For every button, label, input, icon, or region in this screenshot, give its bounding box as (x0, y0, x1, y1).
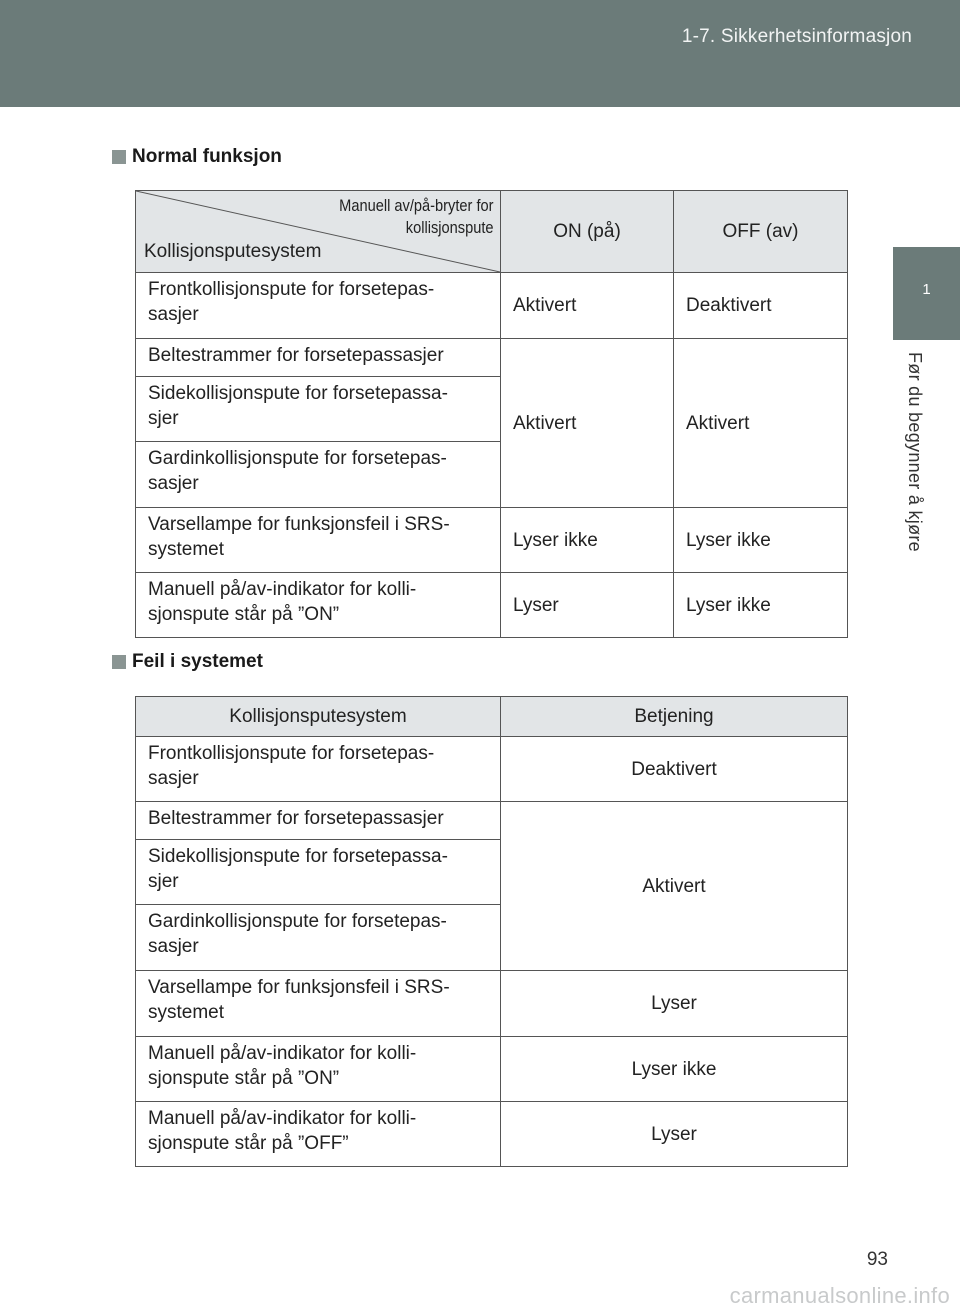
label-line: Frontkollisjonspute for forsetepas- (148, 279, 435, 300)
row-label (136, 1102, 501, 1167)
table-row (136, 971, 848, 1037)
page-number: 93 (866, 1249, 888, 1270)
row-label (136, 377, 501, 442)
table-row (136, 273, 848, 339)
section-title: 1-7. Sikkerhetsinformasjon (681, 26, 912, 47)
cell-on: Lyser ikke (501, 508, 674, 573)
cell-off: Deaktivert (674, 273, 848, 339)
chapter-tab (893, 247, 960, 340)
column-header-off: OFF (av) (674, 191, 848, 273)
bullet-square-icon (112, 655, 126, 669)
label-line: Manuell på/av-indikator for kolli- (148, 579, 417, 600)
column-header-on: ON (på) (501, 191, 674, 273)
table-header-row (136, 697, 848, 737)
heading-text: Normal funksjon (132, 146, 282, 167)
row-label (136, 802, 501, 840)
cell-operation: Lyser (501, 1102, 848, 1167)
label-line: Sidekollisjonspute for forsetepassa- (148, 846, 448, 867)
label-line: Varsellampe for funksjonsfeil i SRS- (148, 977, 450, 998)
cell-on-merged: Aktivert (501, 339, 674, 508)
normal-function-table (135, 190, 848, 638)
table-row (136, 339, 848, 377)
label-line: Manuell på/av-indikator for kolli- (148, 1108, 417, 1129)
label-line: Sidekollisjonspute for forsetepassa- (148, 383, 448, 404)
chapter-title: Før du begynner å kjøre (905, 352, 925, 552)
table-header-row (136, 191, 848, 273)
corner-top-line1: Manuell av/på-bryter for (339, 196, 494, 215)
table-row (136, 1102, 848, 1167)
row-label (136, 905, 501, 971)
label-line: Varsellampe for funksjonsfeil i SRS- (148, 514, 450, 535)
row-label (136, 971, 501, 1037)
heading-text: Feil i systemet (132, 651, 263, 672)
label-line: sjonspute står på ”OFF” (148, 1133, 349, 1154)
row-label (136, 1037, 501, 1102)
table-row (136, 1037, 848, 1102)
cell-operation: Lyser ikke (501, 1037, 848, 1102)
row-label (136, 508, 501, 573)
label-line: sjonspute står på ”ON” (148, 1068, 340, 1089)
row-label (136, 840, 501, 905)
corner-header-cell (136, 191, 501, 273)
label-line: sjer (148, 408, 179, 429)
label-line: Gardinkollisjonspute for forsetepas- (148, 448, 447, 469)
table-row (136, 802, 848, 840)
table-row (136, 573, 848, 638)
table-row (136, 508, 848, 573)
label-line: Gardinkollisjonspute for forsetepas- (148, 911, 447, 932)
section-heading-fault (112, 651, 263, 673)
label-line: sasjer (148, 936, 199, 957)
cell-off: Lyser ikke (674, 508, 848, 573)
row-label (136, 339, 501, 377)
row-label (136, 737, 501, 802)
row-label (136, 273, 501, 339)
section-heading-normal (112, 146, 282, 168)
label-line: sasjer (148, 768, 199, 789)
label-line: systemet (148, 539, 225, 560)
row-label (136, 573, 501, 638)
label-line: sasjer (148, 304, 199, 325)
chapter-number: 1 (922, 281, 931, 298)
label-line: sjer (148, 871, 179, 892)
row-label (136, 442, 501, 508)
cell-on: Lyser (501, 573, 674, 638)
label-line: Manuell på/av-indikator for kolli- (148, 1043, 417, 1064)
bullet-square-icon (112, 150, 126, 164)
label-line: Beltestrammer for forsetepassasjer (148, 808, 444, 829)
cell-off: Lyser ikke (674, 573, 848, 638)
label-line: sjonspute står på ”ON” (148, 604, 340, 625)
watermark: carmanualsonline.info (729, 1283, 950, 1308)
header-band (0, 0, 960, 107)
corner-bottom-label: Kollisjonsputesystem (144, 241, 322, 262)
column-header-operation: Betjening (501, 697, 848, 737)
cell-operation-merged: Aktivert (501, 802, 848, 971)
label-line: systemet (148, 1002, 225, 1023)
label-line: Frontkollisjonspute for forsetepas- (148, 743, 435, 764)
column-header-system: Kollisjonsputesystem (136, 697, 501, 737)
side-divider (883, 107, 884, 1167)
cell-off-merged: Aktivert (674, 339, 848, 508)
cell-operation: Lyser (501, 971, 848, 1037)
label-line: Beltestrammer for forsetepassasjer (148, 345, 444, 366)
corner-top-line2: kollisjonspute (406, 218, 494, 237)
corner-top-label (340, 195, 494, 239)
label-line: sasjer (148, 473, 199, 494)
cell-on: Aktivert (501, 273, 674, 339)
table-row (136, 737, 848, 802)
cell-operation: Deaktivert (501, 737, 848, 802)
system-fault-table (135, 696, 848, 1167)
